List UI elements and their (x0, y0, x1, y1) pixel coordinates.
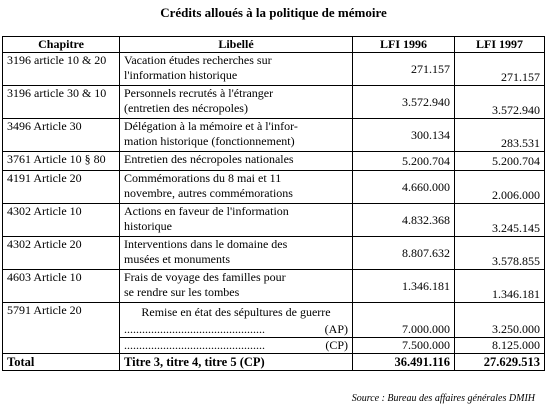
cell-total-1997: 27.629.513 (455, 354, 545, 371)
table-row (3, 86, 545, 119)
dot-leader: ............................................... (124, 321, 265, 336)
source-note: Source : Bureau des affaires générales DMIH (351, 393, 535, 404)
cell-chapitre: 5791 Article 20 (3, 303, 120, 354)
cell-total-label: Total (3, 354, 120, 371)
cell-lfi-1997: 271.157 (455, 53, 545, 86)
cell-chapitre: 4191 Article 20 (3, 171, 120, 204)
table-title: Crédits alloués à la politique de mémoire (160, 5, 387, 20)
table-row (3, 237, 545, 270)
cell-total-libelle: Titre 3, titre 4, titre 5 (CP) (120, 354, 353, 371)
cell-lfi-1996: 4.660.000 (353, 171, 455, 204)
header-lfi-1997: LFI 1997 (455, 37, 545, 53)
cell-total-1996: 36.491.116 (353, 354, 455, 371)
cell-libelle: Commémorations du 8 mai et 11 novembre, autres commémorations (120, 171, 353, 204)
cell-lfi-1996: 1.346.181 (353, 270, 455, 303)
table-row (3, 119, 545, 152)
cell-libelle-cp (120, 337, 353, 353)
cell-libelle: Frais de voyage des familles pour se rendre sur les tombes (120, 270, 353, 303)
cell-lfi-1997: 3.578.855 (455, 237, 545, 270)
cell-lfi-1996: 8.807.632 (353, 237, 455, 270)
cp-label: (CP) (325, 337, 348, 352)
cell-lfi-1997: 1.346.181 (455, 270, 545, 303)
table-row (3, 204, 545, 237)
cell-cp-1997: 8.125.000 (455, 337, 545, 353)
cell-lfi-1997: 283.531 (455, 119, 545, 152)
cell-chapitre: 3196 article 30 & 10 (3, 86, 120, 119)
cell-chapitre: 3196 article 10 & 20 (3, 53, 120, 86)
cell-lfi-1997: 2.006.000 (455, 171, 545, 204)
header-chapitre: Chapitre (3, 37, 120, 53)
cell-libelle: Interventions dans le domaine des musées et monuments (120, 237, 353, 270)
table-row-sepultures (3, 303, 545, 322)
table-row (3, 171, 545, 204)
ap-label: (AP) (324, 321, 348, 336)
dot-leader: ............................................... (124, 337, 265, 352)
cell-lfi-1997: 3.245.145 (455, 204, 545, 237)
cell-cp-1996: 7.500.000 (353, 337, 455, 353)
header-lfi-1996: LFI 1996 (353, 37, 455, 53)
cell-libelle: Personnels recrutés à l'étranger (entretien des nécropoles) (120, 86, 353, 119)
cell-libelle: Délégation à la mémoire et à l'infor- mation historique (fonctionnement) (120, 119, 353, 152)
credits-table (2, 36, 545, 371)
cell-lfi-1996: 4.832.368 (353, 204, 455, 237)
cell-chapitre: 4603 Article 10 (3, 270, 120, 303)
cell-libelle: Entretien des nécropoles nationales (120, 152, 353, 171)
cell-chapitre: 3496 Article 30 (3, 119, 120, 152)
cell-lfi-1996-empty (353, 303, 455, 322)
cell-chapitre: 3761 Article 10 § 80 (3, 152, 120, 171)
cell-libelle: Vacation études recherches sur l'information historique (120, 53, 353, 86)
cell-lfi-1997: 3.572.940 (455, 86, 545, 119)
cell-lfi-1996: 300.134 (353, 119, 455, 152)
header-libelle: Libellé (120, 37, 353, 53)
cell-chapitre: 4302 Article 20 (3, 237, 120, 270)
cell-ap-1996: 7.000.000 (353, 321, 455, 337)
cell-lfi-1996: 271.157 (353, 53, 455, 86)
cell-lfi-1997-empty (455, 303, 545, 322)
cell-lfi-1996: 5.200.704 (353, 152, 455, 171)
cell-libelle: Remise en état des sépultures de guerre (120, 303, 353, 322)
cell-libelle-ap (120, 321, 353, 337)
cell-chapitre: 4302 Article 10 (3, 204, 120, 237)
cell-ap-1997: 3.250.000 (455, 321, 545, 337)
table-row (3, 53, 545, 86)
total-row (3, 354, 545, 371)
cell-lfi-1996: 3.572.940 (353, 86, 455, 119)
cell-lfi-1997: 5.200.704 (455, 152, 545, 171)
header-row (3, 37, 545, 53)
cell-libelle: Actions en faveur de l'information historique (120, 204, 353, 237)
table-row (3, 152, 545, 171)
table-row (3, 270, 545, 303)
